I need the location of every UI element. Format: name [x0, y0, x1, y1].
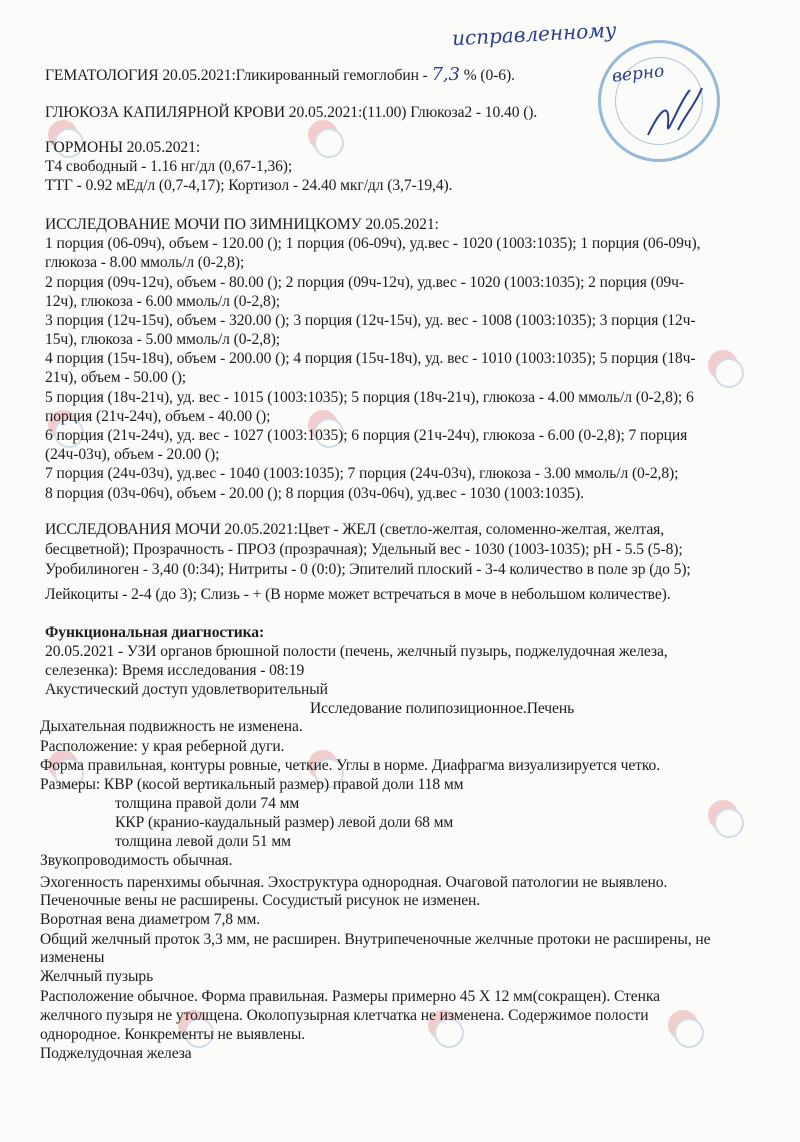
document-line: Дыхательная подвижность не изменена.: [40, 718, 303, 735]
document-line: Эхогенность паренхимы обычная. Эхоструктура однородная. Очаговой патологии не выявлено.: [40, 874, 668, 891]
document-line: Расположение: у края реберной дуги.: [40, 738, 285, 755]
document-line: Воротная вена диаметром 7,8 мм.: [40, 911, 261, 928]
document-line: Размеры: КВР (косой вертикальный размер) правой доли 118 мм: [40, 776, 464, 793]
handwritten-signature: [640, 80, 710, 150]
document-line: глюкоза - 8.00 ммоль/л (0-2,8);: [45, 254, 245, 271]
document-line: 20.05.2021 - УЗИ органов брюшной полости (печень, желчный пузырь, поджелудочная железа,: [45, 643, 668, 660]
document-line: Лейкоциты - 2-4 (до 3); Слизь - + (В норме может встречаться в моче в небольшом количестве).: [45, 586, 671, 603]
document-line: 2 порция (09ч-12ч), объем - 80.00 (); 2 порция (09ч-12ч), уд.вес - 1020 (1003:1035); 2 порция (09ч-: [45, 274, 684, 291]
document-line: Звукопроводимость обычная.: [40, 852, 233, 869]
document-line: ККР (кранио-каудальный размер) левой доли 68 мм: [115, 814, 454, 831]
document-line: ИССЛЕДОВАНИЕ МОЧИ ПО ЗИМНИЦКОМУ 20.05.2021:: [45, 216, 439, 233]
document-line: 15ч), глюкоза - 5.00 ммоль/л (0-2,8);: [45, 331, 281, 348]
document-line: ИССЛЕДОВАНИЯ МОЧИ 20.05.2021:Цвет - ЖЕЛ (светло-желтая, соломенно-желтая, желтая,: [45, 521, 665, 538]
document-line: бесцветной); Прозрачность - ПРОЗ (прозрачная); Удельный вес - 1030 (1003-1035); pH - 5.5 (5-8);: [45, 541, 683, 558]
document-line: 6 порция (21ч-24ч), уд. вес - 1027 (1003:1035); 6 порция (21ч-24ч), глюкоза - 6.00 (0-2,8); 7 порция: [45, 427, 688, 444]
document-line: Акустический доступ удовлетворительный: [45, 681, 328, 698]
document-line: однородное. Конкременты не выявлены.: [40, 1026, 306, 1043]
document-line: изменены: [40, 949, 105, 966]
document-line: Общий желчный проток 3,3 мм, не расширен. Внутрипеченочные желчные протоки не расширены, не: [40, 931, 711, 948]
document-line: 4 порция (15ч-18ч), объем - 200.00 (); 4 порция (15ч-18ч), уд. вес - 1010 (1003:1035); 5 порция (18ч-: [45, 350, 696, 367]
document-line: Поджелудочная железа: [40, 1045, 192, 1062]
document-line: желчного пузыря не утолщена. Околопузырная клетчатка не изменена. Содержимое полости: [40, 1007, 649, 1024]
hba1c-handwritten-value: 7,3: [431, 64, 460, 85]
handwritten-correction: исправленному: [451, 17, 617, 51]
document-line: толщина правой доли 74 мм: [115, 795, 300, 812]
document-line: Форма правильная, контуры ровные, четкие. Углы в норме. Диафрагма визуализируется четко.: [40, 757, 661, 774]
document-line: Уробилиноген - 3,40 (0:34); Нитриты - 0 (0:0); Эпителий плоский - 3-4 количество в поле зр (до 5);: [45, 561, 691, 578]
document-line: Желчный пузырь: [40, 968, 154, 985]
document-line: ТТГ - 0.92 мЕд/л (0,7-4,17); Кортизол - 24.40 мкг/дл (3,7-19,4).: [45, 177, 453, 194]
document-line: 7 порция (24ч-03ч), уд.вес - 1040 (1003:1035); 7 порция (24ч-03ч), глюкоза - 3.00 ммоль/л (0-2,8);: [45, 465, 679, 482]
watermark-logo-icon: [700, 340, 746, 400]
hematology-line: [45, 66, 515, 85]
document-line: Т4 свободный - 1.16 нг/дл (0,67-1,36);: [45, 158, 293, 175]
document-line: (24ч-03ч), объем - 20.00 ();: [45, 446, 220, 463]
document-line: толщина левой доли 51 мм: [115, 833, 291, 850]
document-line: Исследование полипозиционное.Печень: [310, 700, 575, 717]
capillary-glucose-line: ГЛЮКОЗА КАПИЛЯРНОЙ КРОВИ 20.05.2021:(11.00) Глюкоза2 - 10.40 ().: [45, 104, 538, 121]
hematology-range: % (0-6).: [459, 67, 515, 84]
document-line: 8 порция (03ч-06ч), объем - 20.00 (); 8 порция (03ч-06ч), уд.вес - 1030 (1003:1035).: [45, 485, 584, 502]
document-line: селезенка): Время исследования - 08:19: [45, 662, 305, 679]
handwritten-verified: верно: [611, 61, 666, 87]
document-line: порция (21ч-24ч), объем - 40.00 ();: [45, 408, 271, 425]
document-line: ГОРМОНЫ 20.05.2021:: [45, 139, 201, 156]
document-line: 1 порция (06-09ч), объем - 120.00 (); 1 порция (06-09ч), уд.вес - 1020 (1003:1035); 1 порция (06-09ч),: [45, 235, 701, 252]
watermark-logo-icon: [660, 1000, 706, 1060]
document-line: 3 порция (12ч-15ч), объем - 320.00 (); 3 порция (12ч-15ч), уд. вес - 1008 (1003:1035); 3 порция (12ч-: [45, 312, 696, 329]
watermark-logo-icon: [700, 790, 746, 850]
document-line: Печеночные вены не расширены. Сосудистый рисунок не изменен.: [40, 892, 481, 909]
document-line: Расположение обычное. Форма правильная. Размеры примерно 45 X 12 мм(сокращен). Стенка: [40, 988, 660, 1005]
document-line: 5 порция (18ч-21ч), уд. вес - 1015 (1003:1035); 5 порция (18ч-21ч), глюкоза - 4.00 ммоль/л (0-2,8); 6: [45, 389, 694, 406]
document-line: 21ч), объем - 50.00 ();: [45, 369, 187, 386]
document-line: 12ч), глюкоза - 6.00 ммоль/л (0-2,8);: [45, 293, 281, 310]
section-heading: Функциональная диагностика:: [45, 624, 265, 641]
hematology-label: ГЕМАТОЛОГИЯ 20.05.2021:Гликированный гемоглобин -: [45, 67, 432, 84]
